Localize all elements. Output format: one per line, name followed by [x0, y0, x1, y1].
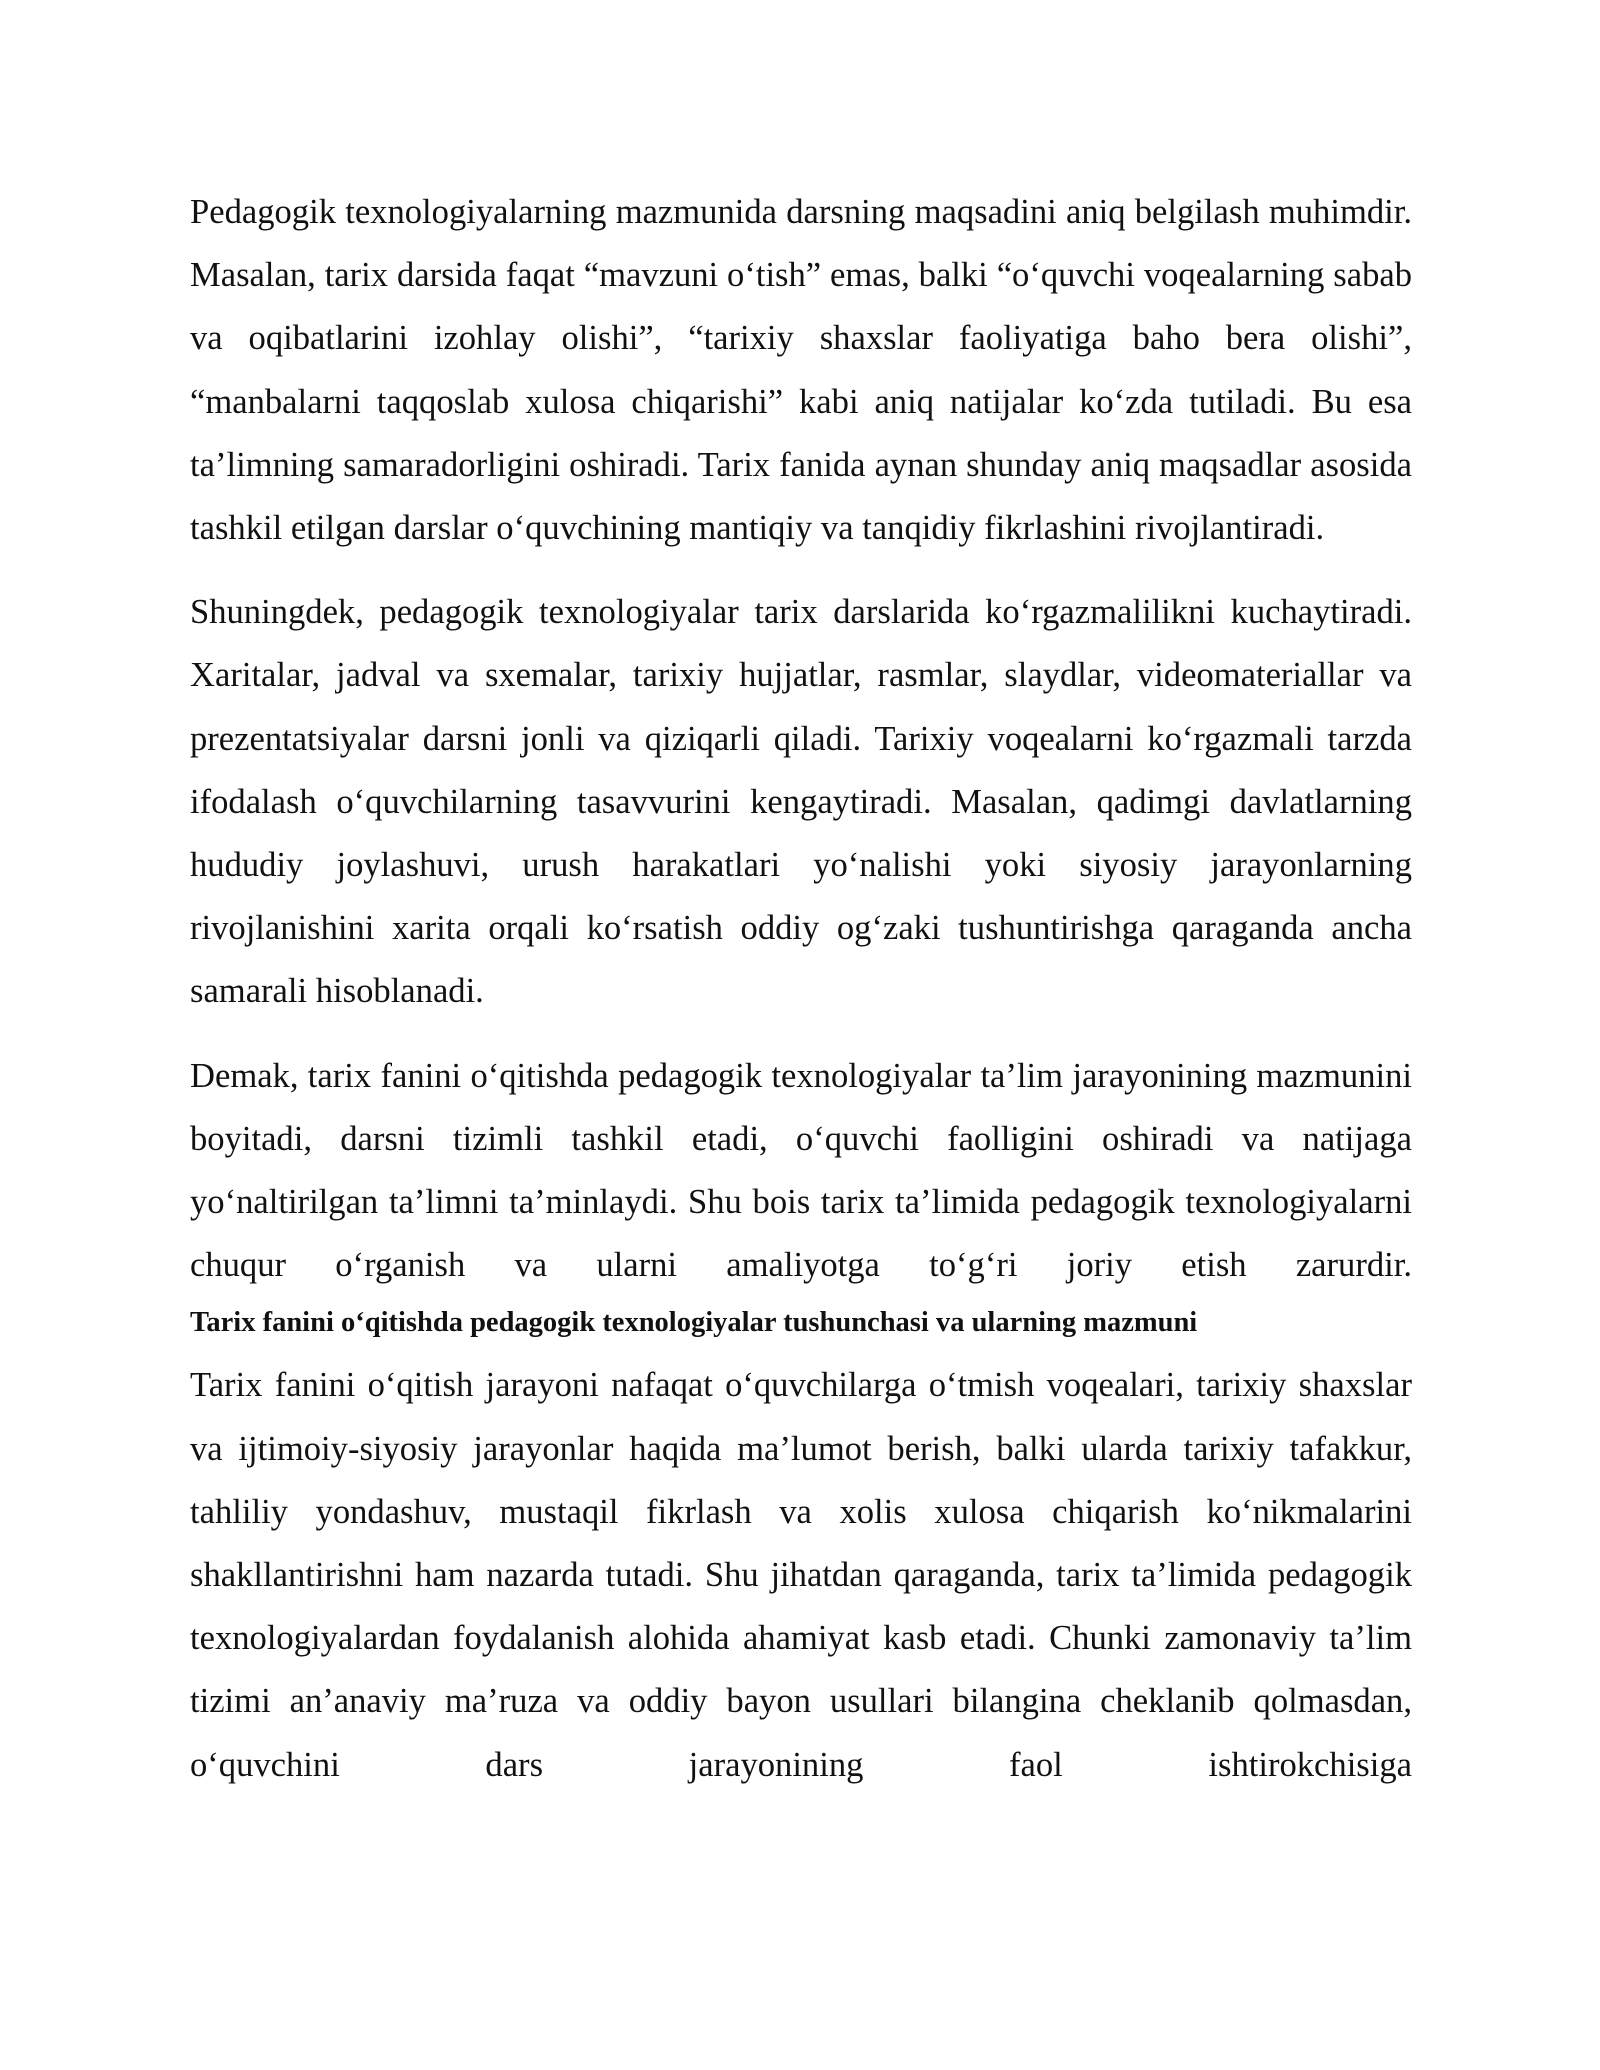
document-body — [190, 181, 1412, 1797]
paragraph-visual-aids: Shuningdek, pedagogik texnologiyalar tarix darslarida ko‘rgazmalilikni kuchaytiradi. Xaritalar, jadval va sxemalar, tarixiy hujjatlar, rasmlar, slaydlar, videomateriallar va prezentatsiyalar darsni jonli va qiziqarli qiladi. Tarixiy voqealarni ko‘rgazmali tarzda ifodalash o‘quvchilarning tasavvurini kengaytiradi. Masalan, qadimgi davlatlarning hududiy joylashuvi, urush harakatlari yo‘nalishi yoki siyosiy jarayonlarning rivojlanishini xarita orqali ko‘rsatish oddiy og‘zaki tushuntirishga qaraganda ancha samarali hisoblanadi. — [190, 593, 1412, 1011]
section-heading: Tarix fanini o‘qitishda pedagogik texnologiyalar tushunchasi va ularning mazmuni — [190, 1307, 1198, 1339]
paragraph-section-intro: Tarix fanini o‘qitish jarayoni nafaqat o‘quvchilarga o‘tmish voqealari, tarixiy shaxslar va ijtimoiy-siyosiy jarayonlar haqida ma’lumot berish, balki ularda tarixiy tafakkur, tahliliy yondashuv, mustaqil fikrlash va xolis xulosa chiqarish ko‘nikmalarini shakllantirishni ham nazarda tutadi. Shu jihatdan qaraganda, tarix ta’limida pedagogik texnologiyalardan foydalanish alohida ahamiyat kasb etadi. Chunki zamonaviy ta’lim tizimi an’anaviy ma’ruza va oddiy bayon usullari bilangina cheklanib qolmasdan, o‘quvchini dars jarayonining faol ishtirokchisiga — [190, 1366, 1412, 1784]
paragraph-lesson-goals: Pedagogik texnologiyalarning mazmunida darsning maqsadini aniq belgilash muhimdir. Masalan, tarix darsida faqat “mavzuni o‘tish” emas, balki “o‘quvchi voqealarning sabab va oqibatlarini izohlay olishi”, “tarixiy shaxslar faoliyatiga baho bera olishi”, “manbalarni taqqoslab xulosa chiqarishi” kabi aniq natijalar ko‘zda tutiladi. Bu esa ta’limning samaradorligini oshiradi. Tarix fanida aynan shunday aniq maqsadlar asosida tashkil etilgan darslar o‘quvchining mantiqiy va tanqidiy fikrlashini rivojlantiradi. — [190, 193, 1412, 548]
paragraph-conclusion: Demak, tarix fanini o‘qitishda pedagogik texnologiyalar ta’lim jarayonining mazmunini boyitadi, darsni tizimli tashkil etadi, o‘quvchi faolligini oshiradi va natijaga yo‘naltirilgan ta’limni ta’minlaydi. Shu bois tarix ta’limida pedagogik texnologiyalarni chuqur o‘rganish va ularni amaliyotga to‘g‘ri joriy etish zarurdir. — [190, 1056, 1412, 1285]
